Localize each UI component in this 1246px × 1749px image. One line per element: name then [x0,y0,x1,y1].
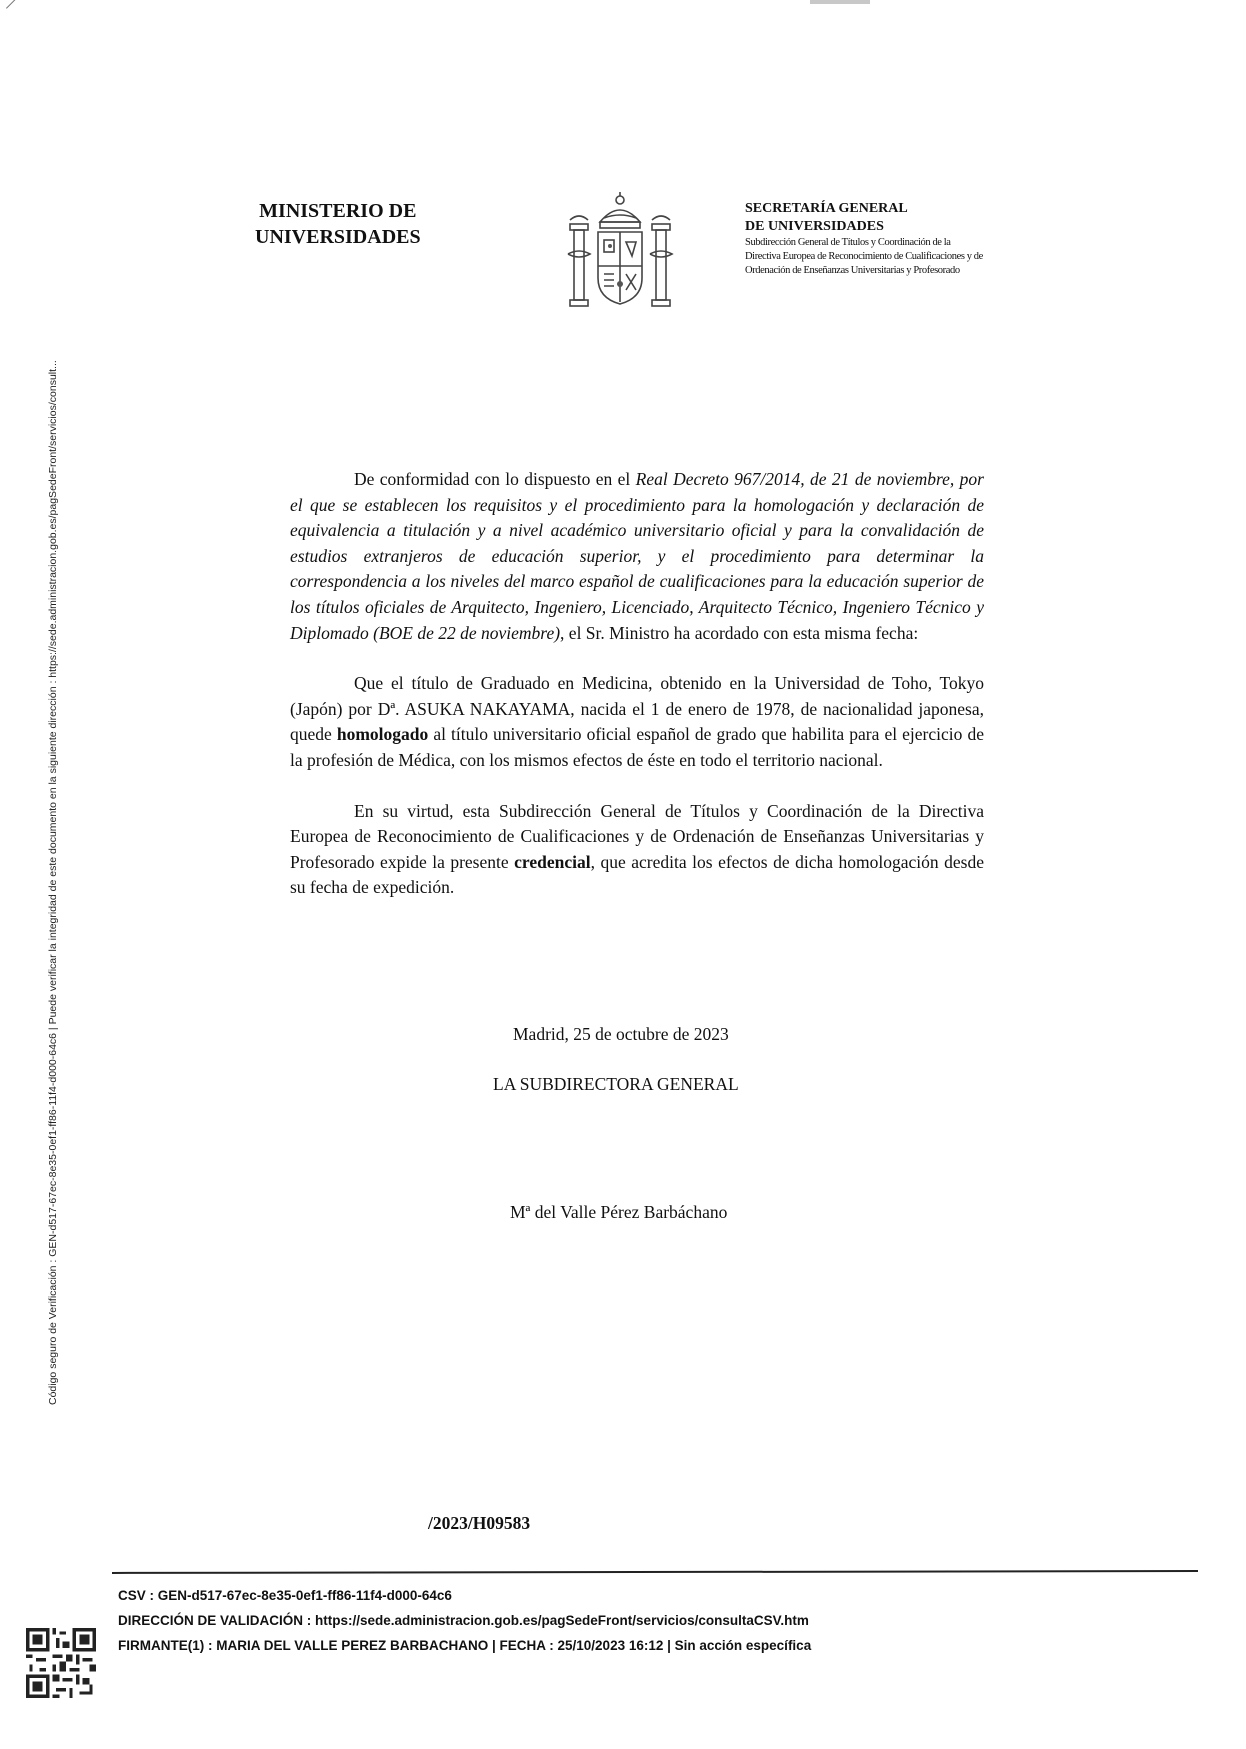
footer-block [118,1583,811,1658]
footer-divider [112,1570,1198,1574]
paragraph-text: , el Sr. Ministro ha acordado con esta misma fecha: [560,622,919,643]
secretaria-line-2: DE UNIVERSIDADES [745,219,884,234]
secretaria-line-1: SECRETARÍA GENERAL [745,201,908,216]
ministry-name [255,198,421,250]
paragraph-text: al título universitario oficial español de grado que habilita para el ejercicio de la profesión de Médica, con los mismos efectos de éste en todo el territorio nacional. [290,724,984,770]
subdireccion-line-1: Subdirección General de Títulos y Coordinación de la [745,237,951,248]
paragraph-text: , que acredita los efectos de dicha homologación desde su fecha de expedición. [290,851,985,898]
secretaria-block [745,200,983,278]
signer-name: Mª del Valle Pérez Barbáchano [510,1202,728,1222]
ministry-line-2: UNIVERSIDADES [255,226,421,248]
place-date: Madrid, 25 de octubre de 2023 [513,1024,729,1044]
footer-csv: CSV : GEN-d517-67ec-8e35-0ef1-ff86-11f4-d000-64c6 [118,1588,452,1603]
document-body [290,467,984,926]
scan-smudge [810,0,870,4]
emphasis-homologado: homologado [336,724,429,745]
paragraph-legal-basis [290,467,984,646]
corner-mark [6,0,35,9]
paragraph-credential [290,799,984,901]
emphasis-credencial: credencial [514,851,591,872]
subdireccion-line-3: Ordenación de Enseñanzas Universitarias y Profesorado [745,265,960,276]
side-verification-note: Código seguro de Verificación : GEN-d517-67ec-8e35-0ef1-ff86-11f4-d000-64c6 | Puede verificar la integridad de este documento en la siguiente dirección : https://sede.administracion.gob.es/pagSedeFront/servicios/consult... [47,360,59,1405]
ministry-line-1: MINISTERIO DE [259,200,417,222]
footer-validation-url[interactable]: DIRECCIÓN DE VALIDACIÓN : https://sede.administracion.gob.es/pagSedeFront/servicios/consultaCSV.htm [118,1613,809,1628]
paragraph-homologation [290,671,984,773]
subdireccion-line-2: Directiva Europea de Reconocimiento de Cualificaciones y de [745,251,983,262]
decree-reference: Real Decreto 967/2014, de 21 de noviembre, por el que se establecen los requisitos y el procedimiento para la homologación y declaración de equivalencia a titulación y a nivel académico universitario oficial y para la convalidación de estudios extranjeros de educación superior, y el procedimiento para determinar la correspondencia a los niveles del marco español de cualificaciones para la educación superior de los títulos oficiales de Arquitecto, Ingeniero, Licenciado, Arquitecto Técnico, Ingeniero Técnico y Diplomado (BOE de 22 de noviembre) [290,469,984,643]
paragraph-text: De conformidad con lo dispuesto en el [354,469,636,489]
qr-code-icon [26,1628,96,1698]
coat-of-arms-icon [560,190,680,315]
paragraph-text: Que el título de Graduado en Medicina, obtenido en la Universidad de Toho, Tokyo (Japón) por Dª. ASUKA NAKAYAMA, nacida el 1 de enero de 1978, de nacionalidad japonesa, quede [290,673,984,745]
footer-signer: FIRMANTE(1) : MARIA DEL VALLE PEREZ BARBACHANO | FECHA : 25/10/2023 16:12 | Sin acción específica [118,1638,812,1653]
signer-role: LA SUBDIRECTORA GENERAL [493,1074,739,1094]
reference-number: /2023/H09583 [428,1513,531,1533]
paragraph-text: En su virtud, esta Subdirección General de Títulos y Coordinación de la Directiva Europea de Reconocimiento de Cualificaciones y de Ordenación de Enseñanzas Universitarias y Profesorado expide la presente [290,800,984,872]
